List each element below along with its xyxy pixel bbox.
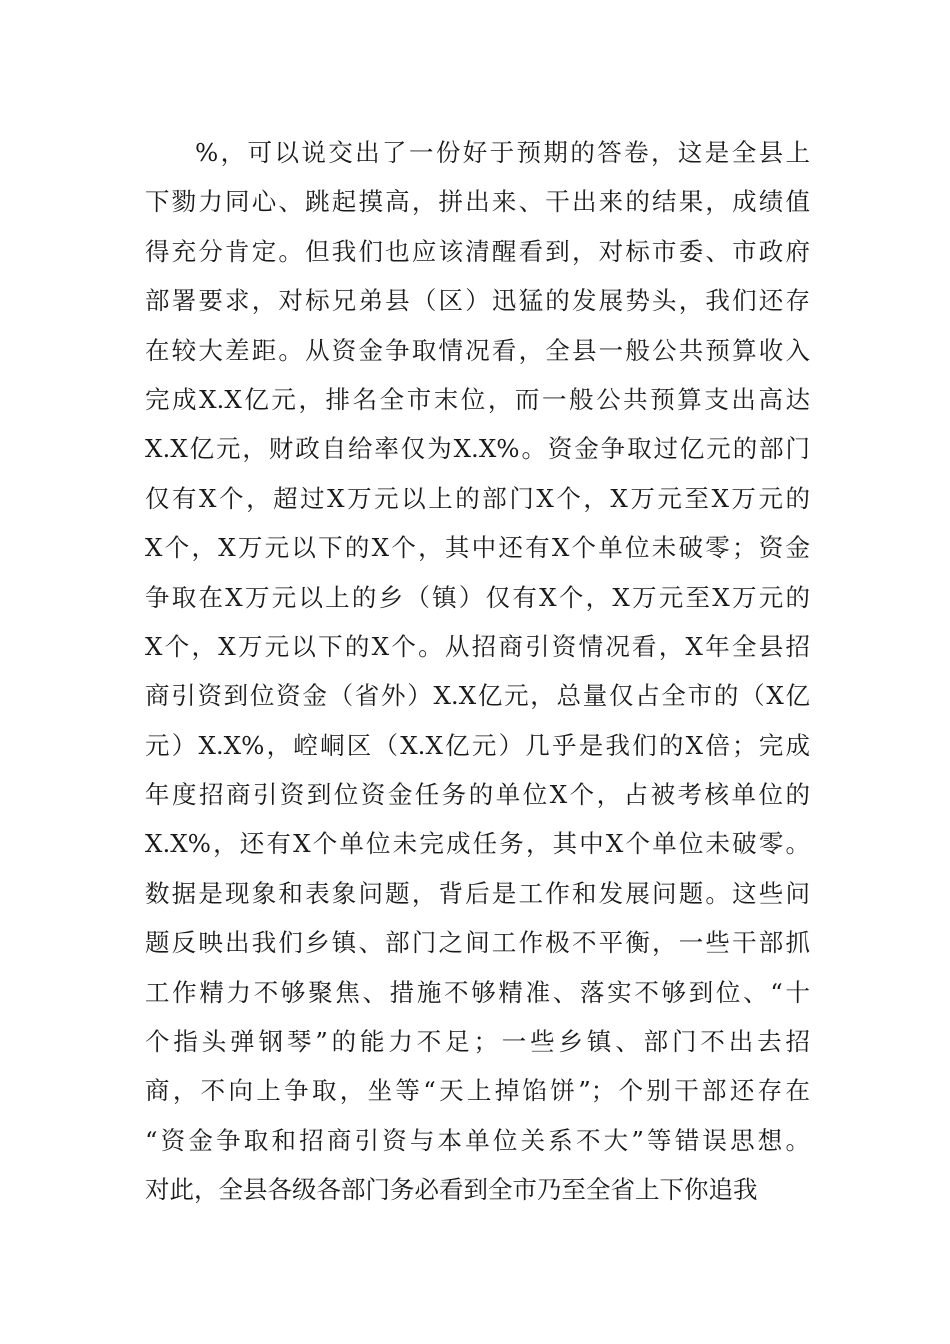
- text-line: X.X%，还有X个单位未完成任务，其中X个单位未破零。: [145, 829, 810, 859]
- text-line: 年度招商引资到位资金任务的单位X个，占被考核单位的: [145, 780, 810, 810]
- text-line: 部署要求，对标兄弟县（区）迅猛的发展势头，我们还存: [145, 286, 810, 316]
- text-line: 在较大差距。从资金争取情况看，全县一般公共预算收入: [145, 335, 810, 365]
- text-line: 元）X.X%，崆峒区（X.X亿元）几乎是我们的X倍；完成: [145, 730, 810, 760]
- text-line: X.X亿元，财政自给率仅为X.X%。资金争取过亿元的部门: [145, 434, 810, 464]
- text-line: “资金争取和招商引资与本单位关系不大”等错误思想。: [145, 1125, 810, 1155]
- text-line: 题反映出我们乡镇、部门之间工作极不平衡，一些干部抓: [145, 928, 810, 958]
- text-line: 商，不向上争取，坐等“天上掉馅饼”；个别干部还存在: [145, 1076, 810, 1106]
- text-line: 数据是现象和表象问题，背后是工作和发展问题。这些问: [145, 878, 810, 908]
- text-line: 得充分肯定。但我们也应该清醒看到，对标市委、市政府: [145, 236, 810, 266]
- text-line: 下勠力同心、跳起摸高，拼出来、干出来的结果，成绩值: [145, 187, 810, 217]
- text-line: 工作精力不够聚焦、措施不够精准、落实不够到位、“十: [145, 977, 810, 1007]
- body-text: [145, 128, 810, 1215]
- text-line: 仅有X个，超过X万元以上的部门X个，X万元至X万元的: [145, 483, 810, 513]
- text-line: %，可以说交出了一份好于预期的答卷，这是全县上: [195, 138, 810, 167]
- text-line: 商引资到位资金（省外）X.X亿元，总量仅占全市的（X亿: [145, 681, 810, 711]
- text-line: X个，X万元以下的X个。从招商引资情况看，X年全县招: [145, 631, 810, 661]
- text-line: 对此，全县各级各部门务必看到全市乃至全省上下你追我: [145, 1175, 758, 1205]
- text-line: 争取在X万元以上的乡（镇）仅有X个，X万元至X万元的: [145, 582, 810, 612]
- text-line: X个，X万元以下的X个，其中还有X个单位未破零；资金: [145, 533, 810, 563]
- text-line: 完成X.X亿元，排名全市末位，而一般公共预算支出高达: [145, 384, 810, 414]
- text-line: 个指头弹钢琴”的能力不足；一些乡镇、部门不出去招: [145, 1027, 810, 1057]
